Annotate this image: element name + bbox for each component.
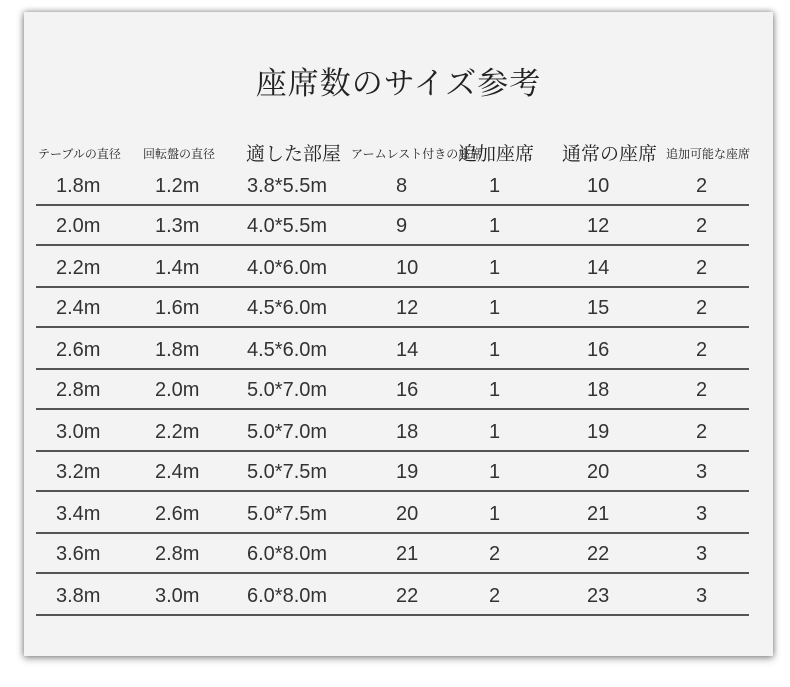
row-divider [36, 326, 749, 328]
normal-seats-cell: 10 [587, 175, 610, 197]
extra-seats-cell: 2 [489, 585, 501, 607]
table-diameter-cell: 3.0m [56, 421, 101, 443]
table-diameter-cell: 3.2m [56, 461, 101, 483]
extra-seats-cell: 1 [489, 257, 501, 279]
addable-seats-cell: 2 [696, 215, 708, 237]
table-diameter-cell: 2.4m [56, 297, 101, 319]
table-diameter-cell: 3.4m [56, 503, 101, 525]
turntable-diameter-cell: 1.2m [155, 175, 200, 197]
addable-seats-cell: 2 [696, 175, 708, 197]
armrest-seats-cell: 8 [396, 175, 408, 197]
table-diameter-cell: 2.8m [56, 379, 101, 401]
turntable-diameter-cell: 1.4m [155, 257, 200, 279]
room-size-cell: 6.0*8.0m [247, 543, 328, 565]
table-diameter-cell: 2.2m [56, 257, 101, 279]
header-addable-seats: 追加可能な座席 [666, 147, 751, 161]
armrest-seats-cell: 16 [396, 379, 419, 401]
table-row [36, 494, 749, 534]
table-row [36, 288, 749, 328]
size-reference-card [24, 12, 773, 656]
extra-seats-cell: 1 [489, 175, 501, 197]
normal-seats-cell: 12 [587, 215, 610, 237]
room-size-cell: 5.0*7.0m [247, 379, 328, 401]
room-size-cell: 5.0*7.0m [247, 421, 328, 443]
normal-seats-cell: 14 [587, 257, 610, 279]
addable-seats-cell: 2 [696, 297, 708, 319]
normal-seats-cell: 16 [587, 339, 610, 361]
addable-seats-cell: 2 [696, 257, 708, 279]
room-size-cell: 5.0*7.5m [247, 461, 328, 483]
normal-seats-cell: 21 [587, 503, 610, 525]
armrest-seats-cell: 12 [396, 297, 419, 319]
armrest-seats-cell: 19 [396, 461, 419, 483]
normal-seats-cell: 15 [587, 297, 610, 319]
row-divider [36, 614, 749, 616]
table-row [36, 576, 749, 616]
normal-seats-cell: 20 [587, 461, 610, 483]
turntable-diameter-cell: 2.6m [155, 503, 200, 525]
armrest-seats-cell: 21 [396, 543, 419, 565]
normal-seats-cell: 23 [587, 585, 610, 607]
header-normal-seats: 通常の座席 [562, 143, 658, 165]
armrest-seats-cell: 14 [396, 339, 419, 361]
turntable-diameter-cell: 2.0m [155, 379, 200, 401]
extra-seats-cell: 1 [489, 503, 501, 525]
extra-seats-cell: 1 [489, 421, 501, 443]
header-turntable-diameter: 回転盤の直径 [143, 147, 216, 161]
extra-seats-cell: 1 [489, 339, 501, 361]
extra-seats-cell: 1 [489, 215, 501, 237]
addable-seats-cell: 3 [696, 461, 708, 483]
header-suitable-room: 適した部屋 [246, 143, 342, 165]
addable-seats-cell: 2 [696, 421, 708, 443]
armrest-seats-cell: 22 [396, 585, 419, 607]
room-size-cell: 4.0*5.5m [247, 215, 328, 237]
room-size-cell: 4.0*6.0m [247, 257, 328, 279]
row-divider [36, 490, 749, 492]
table-row [36, 534, 749, 574]
armrest-seats-cell: 18 [396, 421, 419, 443]
row-divider [36, 408, 749, 410]
addable-seats-cell: 2 [696, 339, 708, 361]
table-row [36, 206, 749, 246]
table-diameter-cell: 2.0m [56, 215, 101, 237]
extra-seats-cell: 1 [489, 379, 501, 401]
table-diameter-cell: 1.8m [56, 175, 101, 197]
table-diameter-cell: 3.8m [56, 585, 101, 607]
page-title: 座席数のサイズ参考 [255, 66, 542, 102]
room-size-cell: 3.8*5.5m [247, 175, 328, 197]
room-size-cell: 4.5*6.0m [247, 297, 328, 319]
normal-seats-cell: 18 [587, 379, 610, 401]
addable-seats-cell: 2 [696, 379, 708, 401]
room-size-cell: 5.0*7.5m [247, 503, 328, 525]
header-armrest-seats: アームレスト付きの座席 [351, 147, 483, 161]
armrest-seats-cell: 10 [396, 257, 419, 279]
normal-seats-cell: 19 [587, 421, 610, 443]
turntable-diameter-cell: 2.2m [155, 421, 200, 443]
turntable-diameter-cell: 2.4m [155, 461, 200, 483]
turntable-diameter-cell: 3.0m [155, 585, 200, 607]
table-row [36, 248, 749, 288]
room-size-cell: 6.0*8.0m [247, 585, 328, 607]
table-row [36, 370, 749, 410]
armrest-seats-cell: 20 [396, 503, 419, 525]
turntable-diameter-cell: 2.8m [155, 543, 200, 565]
normal-seats-cell: 22 [587, 543, 610, 565]
table-row [36, 452, 749, 492]
addable-seats-cell: 3 [696, 543, 708, 565]
extra-seats-cell: 1 [489, 297, 501, 319]
row-divider [36, 572, 749, 574]
armrest-seats-cell: 9 [396, 215, 408, 237]
room-size-cell: 4.5*6.0m [247, 339, 328, 361]
header-table-diameter: テーブルの直径 [38, 147, 121, 161]
addable-seats-cell: 3 [696, 585, 708, 607]
extra-seats-cell: 2 [489, 543, 501, 565]
table-diameter-cell: 2.6m [56, 339, 101, 361]
table-row [36, 412, 749, 452]
table-row [36, 330, 749, 370]
table-diameter-cell: 3.6m [56, 543, 101, 565]
header-extra-seats: 追加座席 [458, 143, 535, 165]
turntable-diameter-cell: 1.6m [155, 297, 200, 319]
extra-seats-cell: 1 [489, 461, 501, 483]
turntable-diameter-cell: 1.8m [155, 339, 200, 361]
table-row [36, 166, 749, 206]
turntable-diameter-cell: 1.3m [155, 215, 200, 237]
addable-seats-cell: 3 [696, 503, 708, 525]
row-divider [36, 244, 749, 246]
